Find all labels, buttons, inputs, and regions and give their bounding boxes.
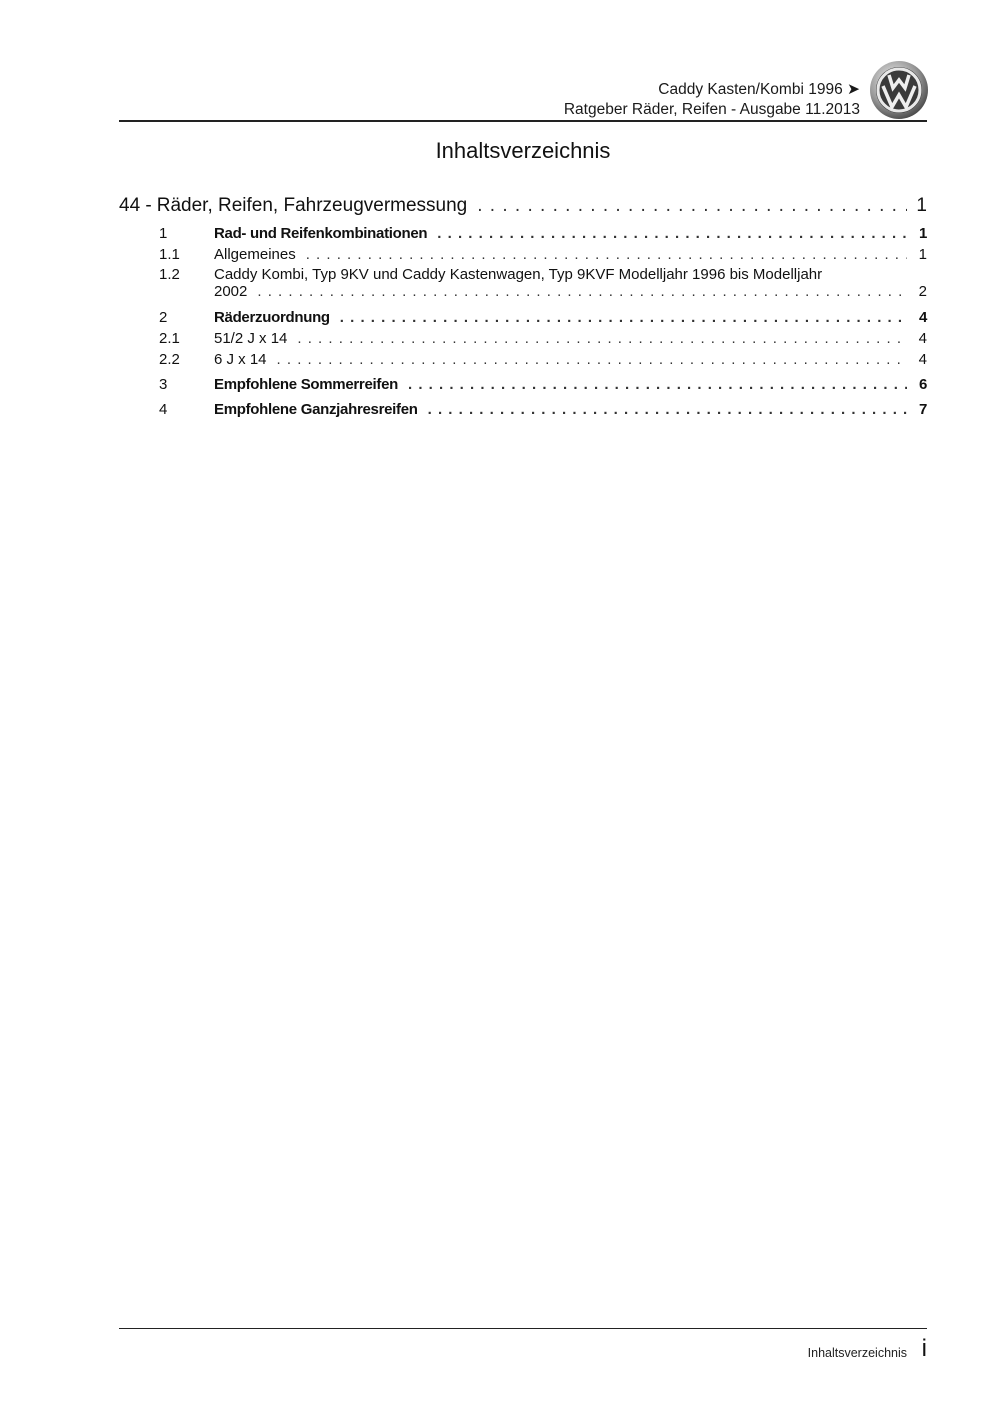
footer-rule: [119, 1328, 927, 1329]
toc-number: 3: [159, 376, 168, 393]
footer-page-number: i: [921, 1335, 927, 1362]
toc-page: 4: [918, 309, 927, 326]
toc-number: 44 -: [119, 195, 152, 216]
toc-leader: [408, 376, 907, 393]
toc-label: 51/2 J x 14: [214, 330, 288, 347]
page-title: Inhaltsverzeichnis: [435, 138, 611, 163]
toc-entry[interactable]: [119, 330, 927, 347]
toc-label: Räder, Reifen, Fahrzeugvermessung: [156, 195, 468, 216]
toc-entry[interactable]: [119, 376, 927, 393]
toc-leader: [297, 330, 907, 347]
toc-leader: [477, 195, 907, 217]
vw-logo-icon: [869, 60, 929, 120]
toc-leader: [428, 401, 907, 418]
toc-page: 7: [918, 401, 927, 418]
toc-number: 2.1: [159, 330, 180, 347]
toc-label: 2002: [214, 283, 248, 300]
toc-entry[interactable]: [119, 225, 927, 242]
toc-page: 1: [918, 225, 927, 242]
toc-page: 6: [918, 376, 927, 393]
toc-page: 4: [918, 330, 927, 347]
toc-leader: [277, 351, 907, 368]
toc-chapter[interactable]: [119, 195, 927, 217]
toc-leader: [306, 246, 907, 263]
toc-number: 1: [159, 225, 168, 242]
toc-label: Allgemeines: [214, 246, 296, 263]
toc-label: Empfohlene Sommerreifen: [214, 376, 398, 393]
toc-page: 4: [918, 351, 927, 368]
toc-page: 1: [916, 195, 927, 216]
toc-label: Caddy Kombi, Typ 9KV und Caddy Kastenwagen, Typ 9KVF Modelljahr 1996 bis Modelljahr: [214, 266, 823, 283]
footer-section-label: Inhaltsverzeichnis: [807, 1346, 907, 1360]
toc-entry[interactable]: [119, 309, 927, 326]
toc-label: Rad- und Reifenkombinationen: [214, 225, 428, 242]
toc-number: 1.1: [159, 246, 180, 263]
toc-number: 4: [159, 401, 168, 418]
toc-entry[interactable]: [119, 351, 927, 368]
toc-label: Empfohlene Ganzjahresreifen: [214, 401, 418, 418]
toc-label: 6 J x 14: [214, 351, 267, 368]
toc-page: 1: [918, 246, 927, 263]
toc-leader: [437, 225, 907, 242]
toc-page: 2: [918, 283, 927, 300]
toc-entry[interactable]: [119, 401, 927, 418]
toc-entry[interactable]: [119, 246, 927, 263]
header-model: Caddy Kasten/Kombi 1996 ➤: [658, 81, 860, 98]
toc-number: 2.2: [159, 351, 180, 368]
toc-number: 1.2: [159, 266, 180, 283]
toc-entry[interactable]: [119, 266, 927, 283]
header-rule: [119, 120, 927, 122]
toc-leader: [340, 309, 907, 326]
toc-leader: [257, 283, 907, 300]
header-subtitle: Ratgeber Räder, Reifen - Ausgabe 11.2013: [563, 101, 860, 118]
toc-label: Räderzuordnung: [214, 309, 330, 326]
toc-entry-continuation[interactable]: [119, 283, 927, 300]
toc-number: 2: [159, 309, 168, 326]
